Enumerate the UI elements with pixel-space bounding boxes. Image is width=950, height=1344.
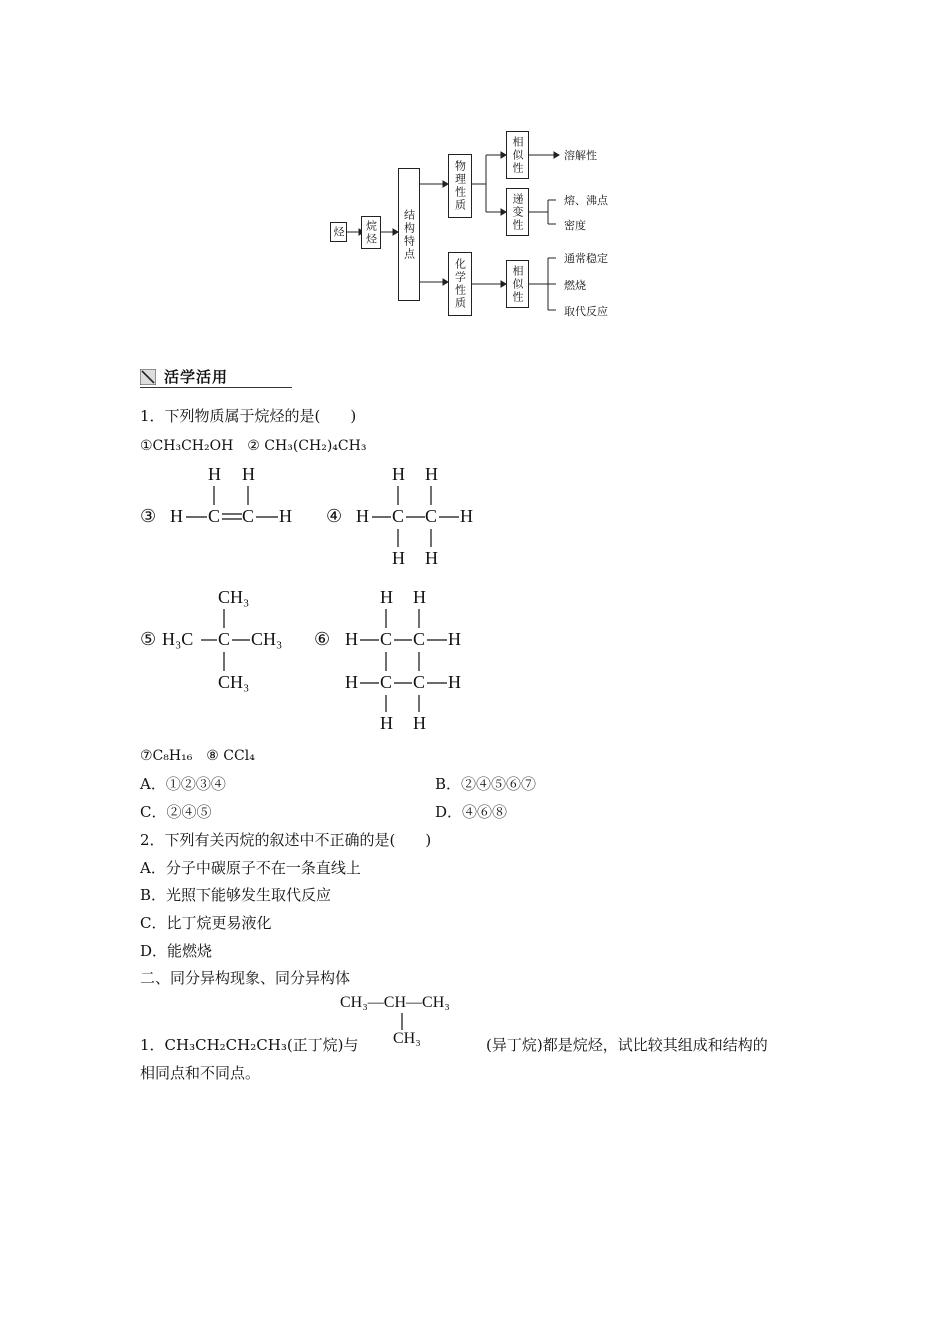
atom-h: H (425, 464, 438, 484)
atom-h: H (279, 506, 292, 526)
atom-c: C (218, 629, 231, 649)
atom-h: H (448, 629, 461, 649)
box-alkane: 烷烃 (361, 216, 381, 249)
atom-c: C (425, 506, 438, 526)
atom-c: C (242, 506, 255, 526)
q1-option-d: D．④⑥⑧ (435, 803, 508, 821)
atom-h: H (413, 713, 426, 733)
box-physical-properties: 物理性质 (448, 154, 472, 218)
atom-c: C (413, 629, 426, 649)
box-similarity-physical: 相似性 (506, 131, 529, 179)
atom-h: H (413, 587, 426, 607)
q2-stem: 2．下列有关丙烷的叙述中不正确的是( ) (140, 831, 432, 849)
structure-6-number: ⑥ (314, 629, 331, 649)
isobutane-methyl: CH₃ (393, 1030, 421, 1047)
box-hydrocarbon: 烃 (330, 222, 347, 242)
atom-h: H (208, 464, 221, 484)
methyl-right: CH₃ (251, 629, 283, 649)
box-structure: 结构特点 (398, 168, 420, 301)
atom-h: H (460, 506, 473, 526)
isobutane-bond (0, 0, 500, 1040)
label-solubility: 溶解性 (564, 149, 597, 162)
structure-4-number: ④ (326, 506, 343, 526)
q2-option-b: B．光照下能够发生取代反应 (140, 886, 332, 904)
box-gradual-change: 递变性 (506, 188, 529, 236)
label-stable: 通常稳定 (564, 252, 608, 265)
atom-h: H (380, 713, 393, 733)
structure-3-number: ③ (140, 506, 157, 526)
atom-h: H (356, 506, 369, 526)
atom-c: C (413, 672, 426, 692)
part2-question-part-b: (异丁烷)都是烷烃，试比较其组成和结构的 (486, 1036, 768, 1054)
atom-h: H (345, 629, 358, 649)
structure-5-number: ⑤ (140, 629, 157, 649)
atom-h: H (170, 506, 183, 526)
label-melt-boil: 熔、沸点 (564, 194, 608, 207)
part2-question-part-c: 相同点和不同点。 (140, 1064, 261, 1082)
box-chemical-properties: 化学性质 (448, 252, 472, 316)
q1-option-b: B．②④⑤⑥⑦ (435, 775, 537, 793)
q1-line-7-8: ⑦C₈H₁₆ ⑧ CCl₄ (140, 748, 255, 764)
box-similarity-chemical: 相似性 (506, 260, 529, 308)
label-burn: 燃烧 (564, 279, 586, 292)
q1-option-c: C．②④⑤ (140, 803, 212, 821)
atom-h: H (380, 587, 393, 607)
atom-h: H (392, 464, 405, 484)
part2-heading: 二、同分异构现象、同分异构体 (140, 969, 351, 987)
part2-question-part-a: 1．CH₃CH₂CH₂CH₃(正丁烷)与 (140, 1036, 359, 1054)
section-title: 活学活用 (164, 368, 229, 386)
atom-h: H (425, 548, 438, 568)
atom-h: H (242, 464, 255, 484)
atom-c: C (380, 672, 393, 692)
q1-line-1-2: ①CH₃CH₂OH ② CH₃(CH₂)₄CH₃ (140, 438, 367, 454)
atom-c: C (392, 506, 405, 526)
q1-option-a: A．①②③④ (140, 775, 226, 793)
atom-c: C (208, 506, 221, 526)
isobutane-chain: CH₃—CH—CH₃ (340, 994, 450, 1011)
q2-option-a: A．分子中碳原子不在一条直线上 (140, 859, 361, 877)
atom-h: H (392, 548, 405, 568)
q2-option-d: D．能燃烧 (140, 942, 213, 960)
methyl-bottom: CH₃ (218, 672, 250, 692)
atom-c: C (380, 629, 393, 649)
label-density: 密度 (564, 219, 586, 232)
atom-h: H (448, 672, 461, 692)
atom-h: H (345, 672, 358, 692)
q1-stem: 1．下列物质属于烷烃的是( ) (140, 407, 357, 425)
label-substitution: 取代反应 (564, 305, 608, 318)
methyl-left: H₃C (162, 629, 194, 649)
methyl-top: CH₃ (218, 587, 250, 607)
q2-option-c: C．比丁烷更易液化 (140, 914, 272, 932)
